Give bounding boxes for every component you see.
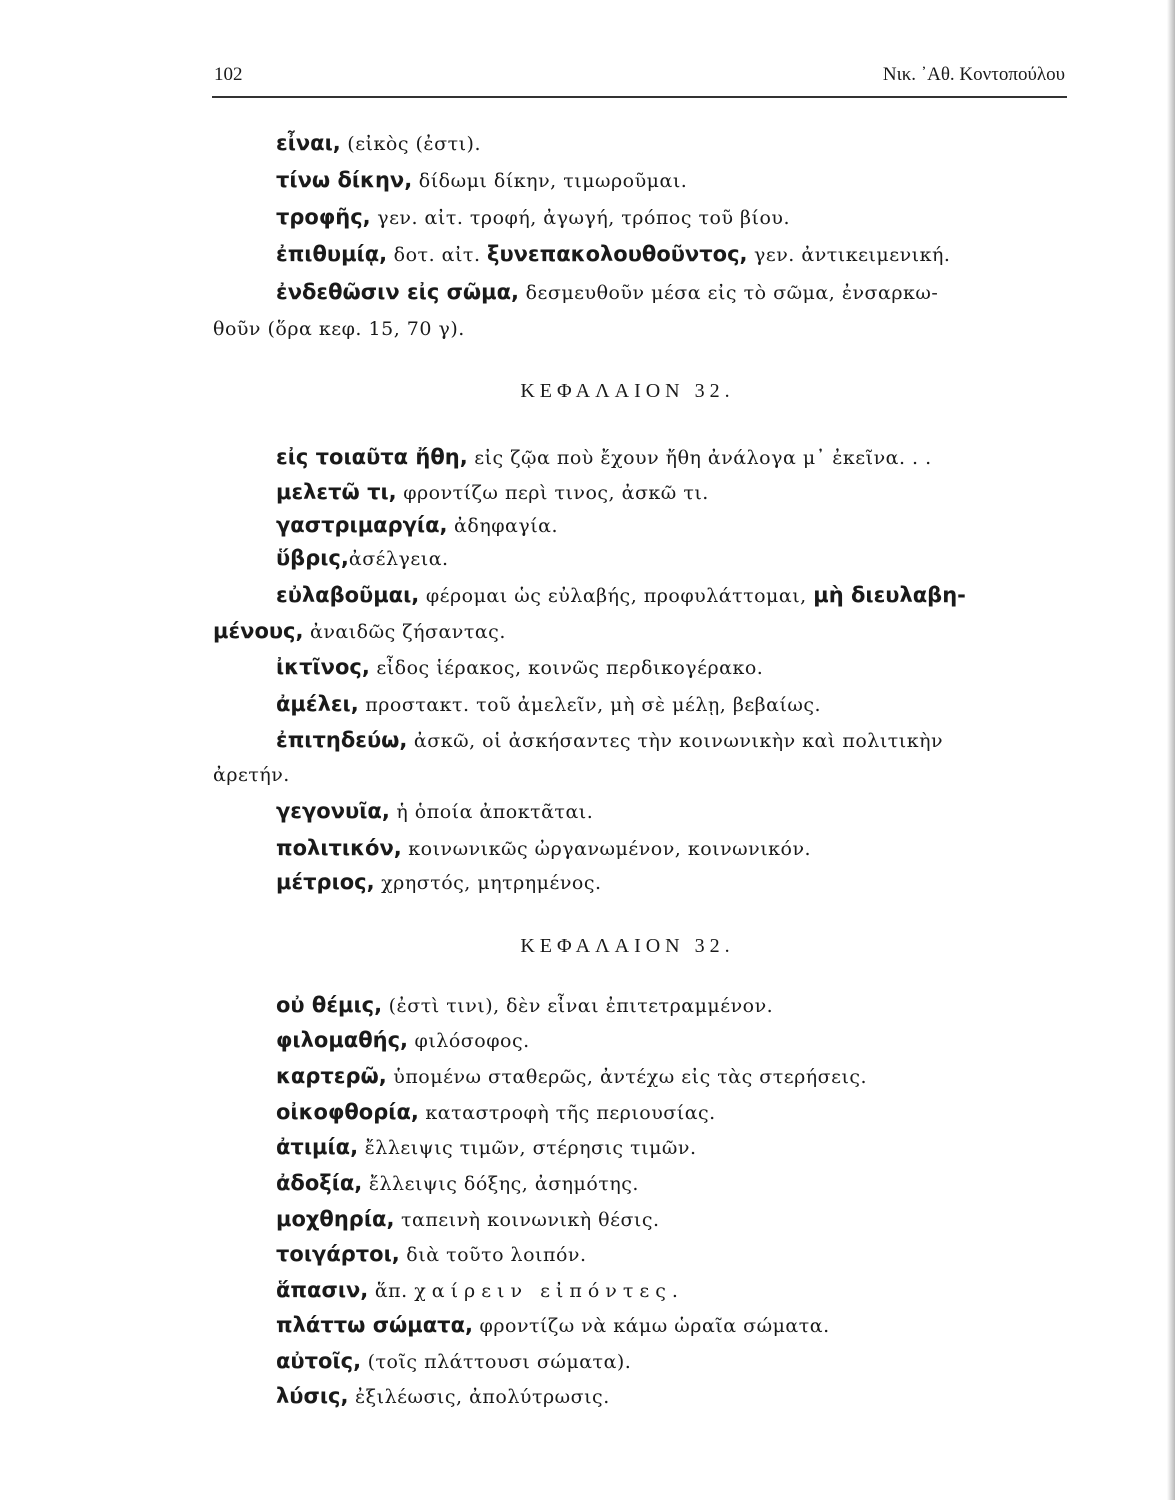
entry-definition: εἶδος ἱέρακος, κοινῶς περδικογέρακο. — [369, 657, 764, 679]
entry-term: ἐνδεθῶσιν εἰς σῶμα, — [276, 280, 520, 304]
entry-term: λύσις, — [276, 1384, 349, 1408]
entry-definition: ἀδηφαγία. — [447, 515, 559, 537]
entry-definition: δεσμευθοῦν μέσα εἰς τὸ σῶμα, ἐνσαρκω- — [519, 282, 939, 304]
entry-term: μέτριος, — [276, 870, 375, 894]
entry-term: πλάττω σώματα, — [276, 1313, 473, 1337]
glossary-entry — [276, 133, 481, 154]
entry-definition: διὰ τοῦτο λοιπόν. — [399, 1244, 587, 1266]
entry-definition: κοινωνικῶς ὠργανωμένον, κοινωνικόν. — [401, 838, 812, 860]
entry-definition: φιλόσοφος. — [408, 1030, 530, 1052]
glossary-entry — [276, 1030, 530, 1051]
entry-term: μελετῶ τι, — [276, 480, 397, 504]
entry-term: μὴ διευλαβη- — [813, 583, 966, 607]
entry-term: εἶναι, — [276, 131, 341, 155]
entry-term: ἰκτῖνος, — [276, 655, 370, 679]
entry-definition: φροντίζω περὶ τινος, ἀσκῶ τι. — [396, 482, 709, 504]
entry-term: τροφῆς, — [276, 205, 371, 229]
entry-definition: φροντίζω νὰ κάμω ὡραῖα σώματα. — [473, 1315, 830, 1337]
page-edge-shadow — [1167, 0, 1175, 1500]
glossary-entry — [276, 730, 943, 751]
entry-continuation — [213, 621, 506, 642]
glossary-entry — [276, 801, 593, 822]
entry-definition: δοτ. αἰτ. — [387, 244, 488, 266]
entry-term: ὕβρις, — [276, 546, 349, 570]
glossary-entry — [276, 694, 821, 715]
glossary-entry — [276, 1351, 631, 1372]
glossary-entry — [276, 282, 938, 303]
entry-definition: εἰς ζῷα ποὺ ἔχουν ἤθη ἀνάλογα μ᾽ ἐκεῖνα. . . — [467, 447, 932, 469]
entry-definition: ἔλλειψις δόξης, ἀσημότης. — [362, 1173, 639, 1195]
entry-definition: χρηστός, μητρημένος. — [374, 872, 602, 894]
entry-term: εὐλαβοῦμαι, — [276, 583, 420, 607]
glossary-entry — [276, 447, 932, 468]
entry-definition: ἀρετήν. — [213, 764, 290, 786]
glossary-entry — [276, 1244, 587, 1265]
entry-term: πολιτικόν, — [276, 836, 402, 860]
entry-term: τίνω δίκην, — [276, 168, 413, 192]
entry-definition: ἅπ. — [368, 1280, 415, 1302]
glossary-entry — [276, 585, 966, 606]
glossary-entry — [276, 244, 950, 265]
entry-term: ἐπιθυμίᾳ, — [276, 242, 388, 266]
glossary-entry — [276, 995, 773, 1016]
entry-term: μένους, — [213, 619, 304, 643]
glossary-entry — [276, 838, 811, 859]
entry-definition: δίδωμι δίκην, τιμωροῦμαι. — [412, 170, 688, 192]
glossary-entry — [276, 1137, 697, 1158]
glossary-entry — [276, 1280, 684, 1301]
glossary-entry — [276, 657, 763, 678]
entry-term: ἐπιτηδεύω, — [276, 728, 408, 752]
entry-continuation — [213, 318, 465, 339]
glossary-entry — [276, 170, 687, 191]
entry-definition: θοῦν (ὅρα κεφ. 15, 70 γ). — [213, 318, 465, 340]
entry-term: μοχθηρία, — [276, 1207, 395, 1231]
glossary-entry — [276, 872, 602, 893]
glossary-entry — [276, 207, 790, 228]
entry-continuation — [213, 764, 290, 785]
entry-term: ἀμέλει, — [276, 692, 359, 716]
glossary-entry — [276, 1173, 639, 1194]
glossary-entry — [276, 482, 709, 503]
glossary-entry — [276, 548, 449, 569]
entry-definition: γεν. ἀντικειμενική. — [747, 244, 951, 266]
entry-term: αὐτοῖς, — [276, 1349, 362, 1373]
entry-definition: (εἰκὸς (ἐστι). — [340, 133, 481, 155]
entry-definition: προστακτ. τοῦ ἀμελεῖν, μὴ σὲ μέλῃ, βεβαίως. — [358, 694, 822, 716]
entry-definition-spaced: χαίρειν εἰπόντες. — [414, 1280, 684, 1302]
entry-term: γεγονυῖα, — [276, 799, 390, 823]
entry-definition: καταστροφὴ τῆς περιουσίας. — [418, 1102, 716, 1124]
glossary-entry — [276, 1315, 830, 1336]
entry-term: ξυνεπακολουθοῦντος, — [487, 242, 748, 266]
entry-definition: ἀσκῶ, οἱ ἀσκήσαντες τὴν κοινωνικὴν καὶ πολιτικὴν — [407, 730, 944, 752]
entry-term: ἀδοξία, — [276, 1171, 363, 1195]
running-head: Νικ. ᾽Αθ. Κοντοπούλου — [882, 64, 1065, 85]
entry-term: οἰκοφθορία, — [276, 1100, 419, 1124]
entry-term: ἅπασιν, — [276, 1278, 369, 1302]
entry-definition: ἔλλειψις τιμῶν, στέρησις τιμῶν. — [358, 1137, 697, 1159]
glossary-entry — [276, 1209, 660, 1230]
entry-term: εἰς τοιαῦτα ἤθη, — [276, 445, 468, 469]
entry-definition: ταπεινὴ κοινωνικὴ θέσις. — [394, 1209, 660, 1231]
entry-definition: (ἐστὶ τινι), δὲν εἶναι ἐπιτετραμμένον. — [382, 995, 774, 1017]
entry-term: φιλομαθής, — [276, 1028, 409, 1052]
entry-definition: γεν. αἰτ. τροφή, ἀγωγή, τρόπος τοῦ βίου. — [370, 207, 791, 229]
entry-definition: ἐξιλέωσις, ἀπολύτρωσις. — [348, 1386, 610, 1408]
glossary-entry — [276, 1386, 610, 1407]
entry-term: τοιγάρτοι, — [276, 1242, 400, 1266]
entry-definition: ἀσέλγεια. — [348, 548, 449, 570]
page-header — [212, 60, 1067, 98]
entry-term: καρτερῶ, — [276, 1064, 387, 1088]
glossary-entry — [276, 1066, 867, 1087]
entry-term: ἀτιμία, — [276, 1135, 359, 1159]
page-number: 102 — [214, 64, 243, 85]
glossary-entry — [276, 1102, 716, 1123]
entry-definition: ἀναιδῶς ζήσαντας. — [303, 621, 506, 643]
chapter-heading: ΚΕΦΑΛΑΙΟΝ 32. — [520, 935, 735, 957]
entry-term: οὐ θέμις, — [276, 993, 383, 1017]
entry-definition: ὑπομένω σταθερῶς, ἀντέχω εἰς τὰς στερήσεις. — [386, 1066, 868, 1088]
entry-term: γαστριμαργία, — [276, 513, 448, 537]
glossary-entry — [276, 515, 558, 536]
entry-definition: (τοῖς πλάττουσι σώματα). — [361, 1351, 632, 1373]
chapter-heading: ΚΕΦΑΛΑΙΟΝ 32. — [520, 380, 735, 402]
entry-definition: φέρομαι ὡς εὐλαβής, προφυλάττομαι, — [419, 585, 814, 607]
entry-definition: ἡ ὁποία ἀποκτᾶται. — [389, 801, 594, 823]
